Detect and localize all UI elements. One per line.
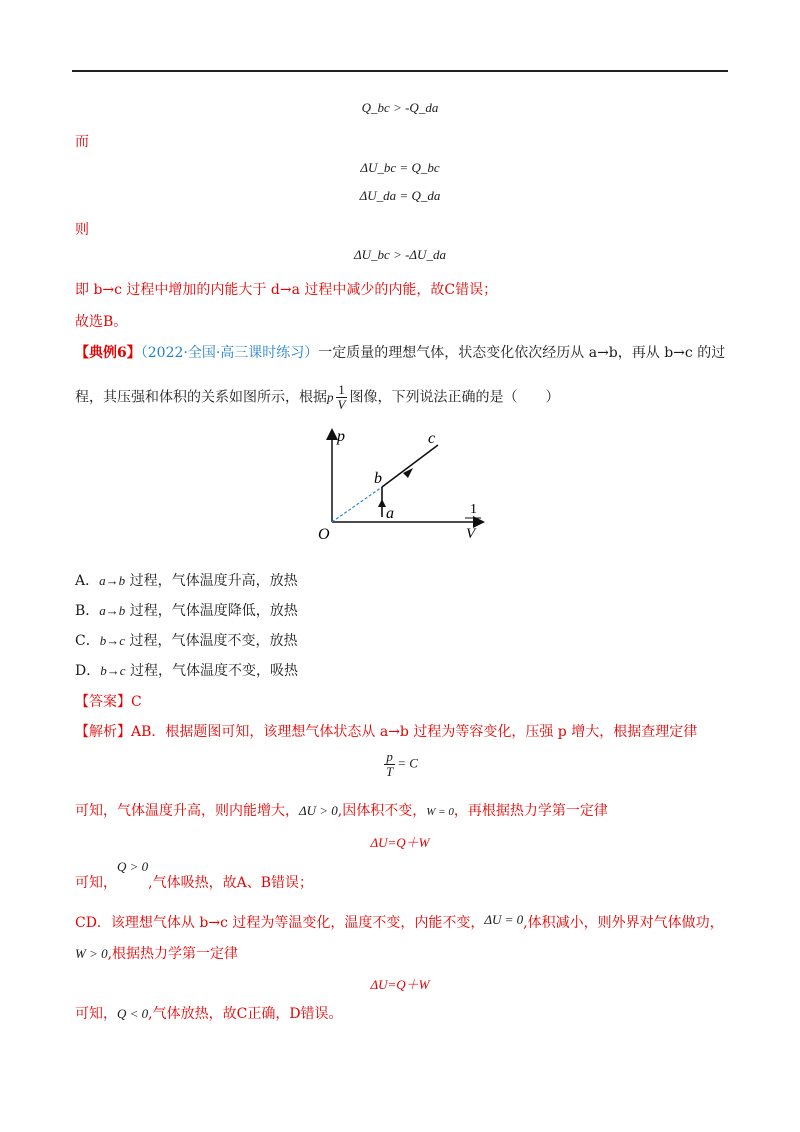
stem-text-2b: 图像，下列说法正确的是（ ）: [349, 389, 560, 406]
option-b[interactable]: [75, 600, 298, 620]
example-stem-line2: [75, 383, 559, 412]
option-a-proc: a→b: [99, 573, 126, 588]
stem-text-1: 一定质量的理想气体，状态变化依次经历从 a→b，再从 b→c 的过: [318, 345, 726, 361]
point-b-label: b: [374, 470, 382, 487]
analysis-text-2b: ,因体积不变，: [337, 803, 427, 819]
answer-value: C: [131, 694, 142, 710]
equation-du-compare: ΔU_bc > -ΔU_da: [354, 247, 446, 262]
analysis-text-3a: 可知，: [75, 875, 117, 891]
option-c-text: 过程，气体温度不变，放热: [129, 633, 298, 649]
analysis-text-5b: ,根据热力学第一定律: [107, 946, 239, 962]
analysis-text-4b: ,体积减小，则外界对气体做功，: [523, 915, 724, 931]
analysis-text-6a: 可知，: [75, 1006, 117, 1022]
stem-text-2a: 程，其压强和体积的关系如图所示，根据: [75, 389, 327, 406]
word-ze: 则: [75, 222, 89, 238]
option-c-proc: b→c: [99, 633, 125, 648]
stem-p: p: [327, 389, 334, 405]
charles-fraction: [384, 750, 395, 779]
analysis-label: 【解析】: [75, 724, 131, 740]
option-d[interactable]: [75, 660, 298, 680]
option-a[interactable]: [75, 570, 298, 590]
stem-frac-num: 1: [336, 383, 348, 398]
analysis-text-2a: 可知，气体温度升高，则内能增大，: [75, 803, 299, 819]
x-axis-label-num: 1: [470, 502, 477, 517]
segment-ab-arrow: [378, 499, 386, 507]
analysis-text-1: AB．根据题图可知，该理想气体状态从 a→b 过程为等容变化，压强 p 增大，根据查理定律: [131, 724, 698, 740]
charles-rhs: = C: [397, 755, 418, 771]
charles-law-equation: [0, 750, 800, 779]
analysis-text-3b: ,气体吸热，故A、B错误；: [148, 875, 314, 891]
y-axis-label: p: [337, 428, 345, 445]
analysis-text-4a: CD．该理想气体从 b→c 过程为等温变化，温度不变，内能不变，: [75, 915, 485, 931]
analysis-line4: [75, 912, 724, 932]
math-w-positive: W > 0: [75, 946, 108, 961]
segment-bc: [382, 445, 438, 487]
math-q-negative: Q < 0: [117, 1006, 149, 1021]
example-stem-line1: [75, 342, 725, 362]
stem-frac-den: V: [337, 397, 346, 412]
x-axis-label-den: V: [466, 526, 476, 542]
option-b-proc: a→b: [99, 603, 126, 618]
stem-fraction: [336, 383, 348, 412]
option-d-letter: D．: [75, 663, 101, 679]
point-c-label: c: [428, 430, 436, 447]
word-er: 而: [75, 134, 89, 150]
analysis-line6: [75, 1003, 343, 1023]
option-c-letter: C．: [75, 633, 100, 649]
math-w-zero: W = 0: [426, 806, 454, 818]
example-source: （2022·全国·高三课时练习）: [140, 345, 319, 361]
analysis-line2: [75, 800, 608, 820]
p-inverse-v-graph: [310, 425, 500, 550]
option-b-letter: B．: [75, 603, 100, 619]
option-a-letter: A．: [75, 573, 100, 589]
point-a-label: a: [386, 505, 394, 522]
answer-line: [75, 691, 142, 711]
analysis-line1: [75, 721, 697, 741]
equation-q-compare: Q_bc > -Q_da: [361, 100, 439, 115]
charles-num: p: [384, 750, 395, 765]
dashed-origin-line: [332, 487, 382, 522]
analysis-text-2c: ，再根据热力学第一定律: [453, 803, 608, 819]
answer-label: 【答案】: [75, 694, 131, 710]
option-c[interactable]: [75, 630, 297, 650]
analysis-text-6b: ,气体放热，故C正确，D错误。: [148, 1006, 343, 1022]
math-du-positive: ΔU > 0: [299, 803, 338, 818]
conclusion-text: 即 b→c 过程中增加的内能大于 d→a 过程中减少的内能，故C错误；: [75, 282, 498, 298]
option-b-text: 过程，气体温度降低，放热: [129, 603, 298, 619]
equation-du-bc: ΔU_bc = Q_bc: [360, 160, 440, 175]
equation-du-da: ΔU_da = Q_da: [359, 188, 441, 203]
option-d-text: 过程，气体温度不变，吸热: [129, 663, 298, 679]
analysis-line3: [75, 859, 314, 892]
analysis-line5: [75, 943, 238, 963]
math-du-zero: ΔU = 0: [484, 912, 524, 927]
first-law-equation: ΔU=Q＋W: [370, 835, 430, 850]
option-a-text: 过程，气体温度升高，放热: [129, 573, 298, 589]
option-d-proc: b→c: [100, 663, 126, 678]
example-label: 【典例6】: [75, 345, 141, 361]
header-rule: [72, 70, 728, 72]
math-q-positive: Q > 0: [117, 859, 149, 874]
final-choice-text: 故选B。: [75, 314, 128, 330]
first-law-equation-2: ΔU=Q＋W: [370, 977, 430, 992]
charles-den: T: [386, 764, 394, 779]
origin-label: O: [318, 526, 330, 543]
